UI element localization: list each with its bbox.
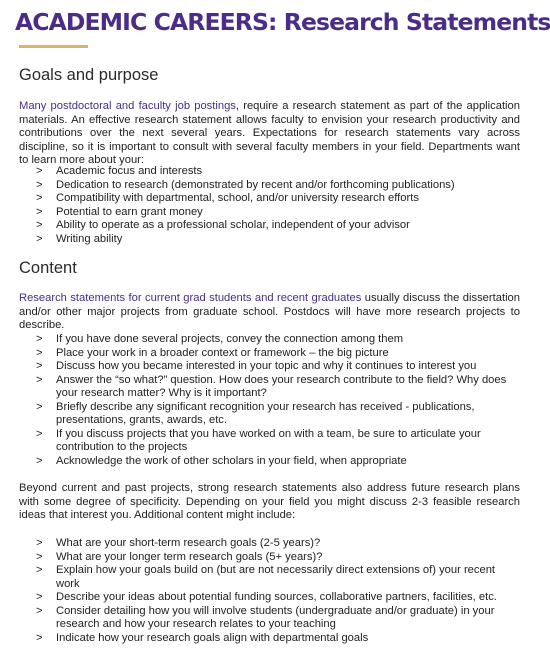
- bullet-item: [36, 219, 520, 233]
- bullet-item: [36, 428, 520, 455]
- content-intro-paragraph: [19, 292, 520, 333]
- bullet-marker: >: [36, 373, 43, 386]
- content-intro-text: usually discuss the dissertation and/or other major projects from graduate school. Postdocs will have more research projects to describe.: [19, 292, 520, 331]
- bullet-text: Place your work in a broader context or framework – the big picture: [56, 346, 389, 359]
- bullet-item: [36, 455, 520, 469]
- bullet-text: Briefly describe any significant recognition your research has received - publications, presentations, grants, awards, etc.: [56, 400, 475, 426]
- content-heading: Content: [19, 259, 77, 277]
- bullet-text: Acknowledge the work of other scholars in your field, when appropriate: [56, 454, 407, 467]
- bullet-marker: >: [36, 178, 43, 191]
- bullet-text: If you discuss projects that you have worked on with a team, be sure to articulate your contribution to the projects: [56, 427, 481, 453]
- bullet-marker: >: [36, 564, 43, 576]
- bullet-item: [36, 564, 520, 591]
- bullet-marker: >: [36, 346, 43, 359]
- bullet-text: Answer the “so what?” question. How does your research contribute to the field? Why does your research matter? Why is it important?: [56, 373, 507, 399]
- goals-intro-paragraph: [19, 100, 520, 168]
- bullet-item: [36, 360, 520, 374]
- bullet-item: [36, 206, 520, 220]
- page-title: ACADEMIC CAREERS: Research Statements: [15, 8, 550, 36]
- bullet-item: [36, 347, 520, 361]
- bullet-text: Explain how your goals build on (but are not necessarily direct extensions of) your recent work: [56, 564, 496, 590]
- bullet-item: [36, 632, 520, 646]
- goals-heading: Goals and purpose: [19, 66, 159, 84]
- bullet-text: Discuss how you became interested in your topic and why it continues to interest you: [56, 360, 477, 372]
- bullet-marker: >: [36, 360, 43, 372]
- bullet-marker: >: [36, 232, 43, 245]
- bullet-marker: >: [36, 205, 43, 218]
- bullet-marker: >: [36, 333, 43, 345]
- bullet-text: What are your short-term research goals (2-5 years)?: [56, 537, 321, 549]
- bullet-text: Ability to operate as a professional scholar, independent of your advisor: [56, 219, 410, 231]
- bullet-text: Academic focus and interests: [56, 165, 203, 177]
- future-research-paragraph: Beyond current and past projects, strong research statements also address future research plans with some degree of specificity. Depending on your field you might discuss 2-3 feasible research ideas that interest you. Additional content might include:: [19, 482, 520, 521]
- bullet-marker: >: [36, 427, 43, 440]
- bullet-item: [36, 605, 520, 632]
- goals-intro-text: , require a research statement as part of the application materials. An effective research statement allows faculty to envision your research productivity and contributions over the next several years. Expectations for research statements vary across discipline, so it is important to consult with several faculty members in your field. Departments want to learn more about your:: [19, 100, 520, 166]
- bullet-text: Describe your ideas about potential funding sources, collaborative partners, facilities, etc.: [56, 591, 497, 603]
- bullet-text: Consider detailing how you will involve students (undergraduate and/or graduate) in your research and how your research relates to your teaching: [56, 604, 495, 630]
- bullet-marker: >: [36, 550, 43, 563]
- bullet-item: [36, 537, 520, 551]
- bullet-text: What are your longer term research goals (5+ years)?: [56, 550, 323, 563]
- bullet-item: [36, 192, 520, 206]
- grad-students-link[interactable]: Research statements for current grad students and recent graduates: [19, 292, 362, 304]
- bullet-item: [36, 165, 520, 179]
- bullet-marker: >: [36, 604, 43, 617]
- content-bullet-list: [36, 333, 520, 468]
- future-research-bullet-list: [36, 537, 520, 645]
- title-underline: [19, 45, 88, 48]
- bullet-item: [36, 333, 520, 347]
- bullet-item: [36, 401, 520, 428]
- bullet-marker: >: [36, 454, 43, 467]
- bullet-marker: >: [36, 400, 43, 413]
- bullet-text: Compatibility with departmental, school, and/or university research efforts: [56, 192, 419, 204]
- bullet-marker: >: [36, 591, 43, 603]
- bullet-text: If you have done several projects, convey the connection among them: [56, 333, 404, 345]
- goals-bullet-list: [36, 165, 520, 246]
- bullet-marker: >: [36, 537, 43, 549]
- bullet-marker: >: [36, 192, 43, 204]
- bullet-item: [36, 179, 520, 193]
- bullet-text: Indicate how your research goals align with departmental goals: [56, 631, 369, 644]
- bullet-text: Writing ability: [56, 232, 123, 245]
- bullet-text: Potential to earn grant money: [56, 205, 203, 218]
- bullet-item: [36, 551, 520, 565]
- bullet-marker: >: [36, 165, 43, 177]
- bullet-item: [36, 591, 520, 605]
- postdoc-postings-link[interactable]: Many postdoctoral and faculty job postings: [19, 100, 236, 112]
- bullet-item: [36, 374, 520, 401]
- bullet-marker: >: [36, 219, 43, 231]
- bullet-text: Dedication to research (demonstrated by recent and/or forthcoming publications): [56, 178, 455, 191]
- bullet-item: [36, 233, 520, 247]
- bullet-marker: >: [36, 631, 43, 644]
